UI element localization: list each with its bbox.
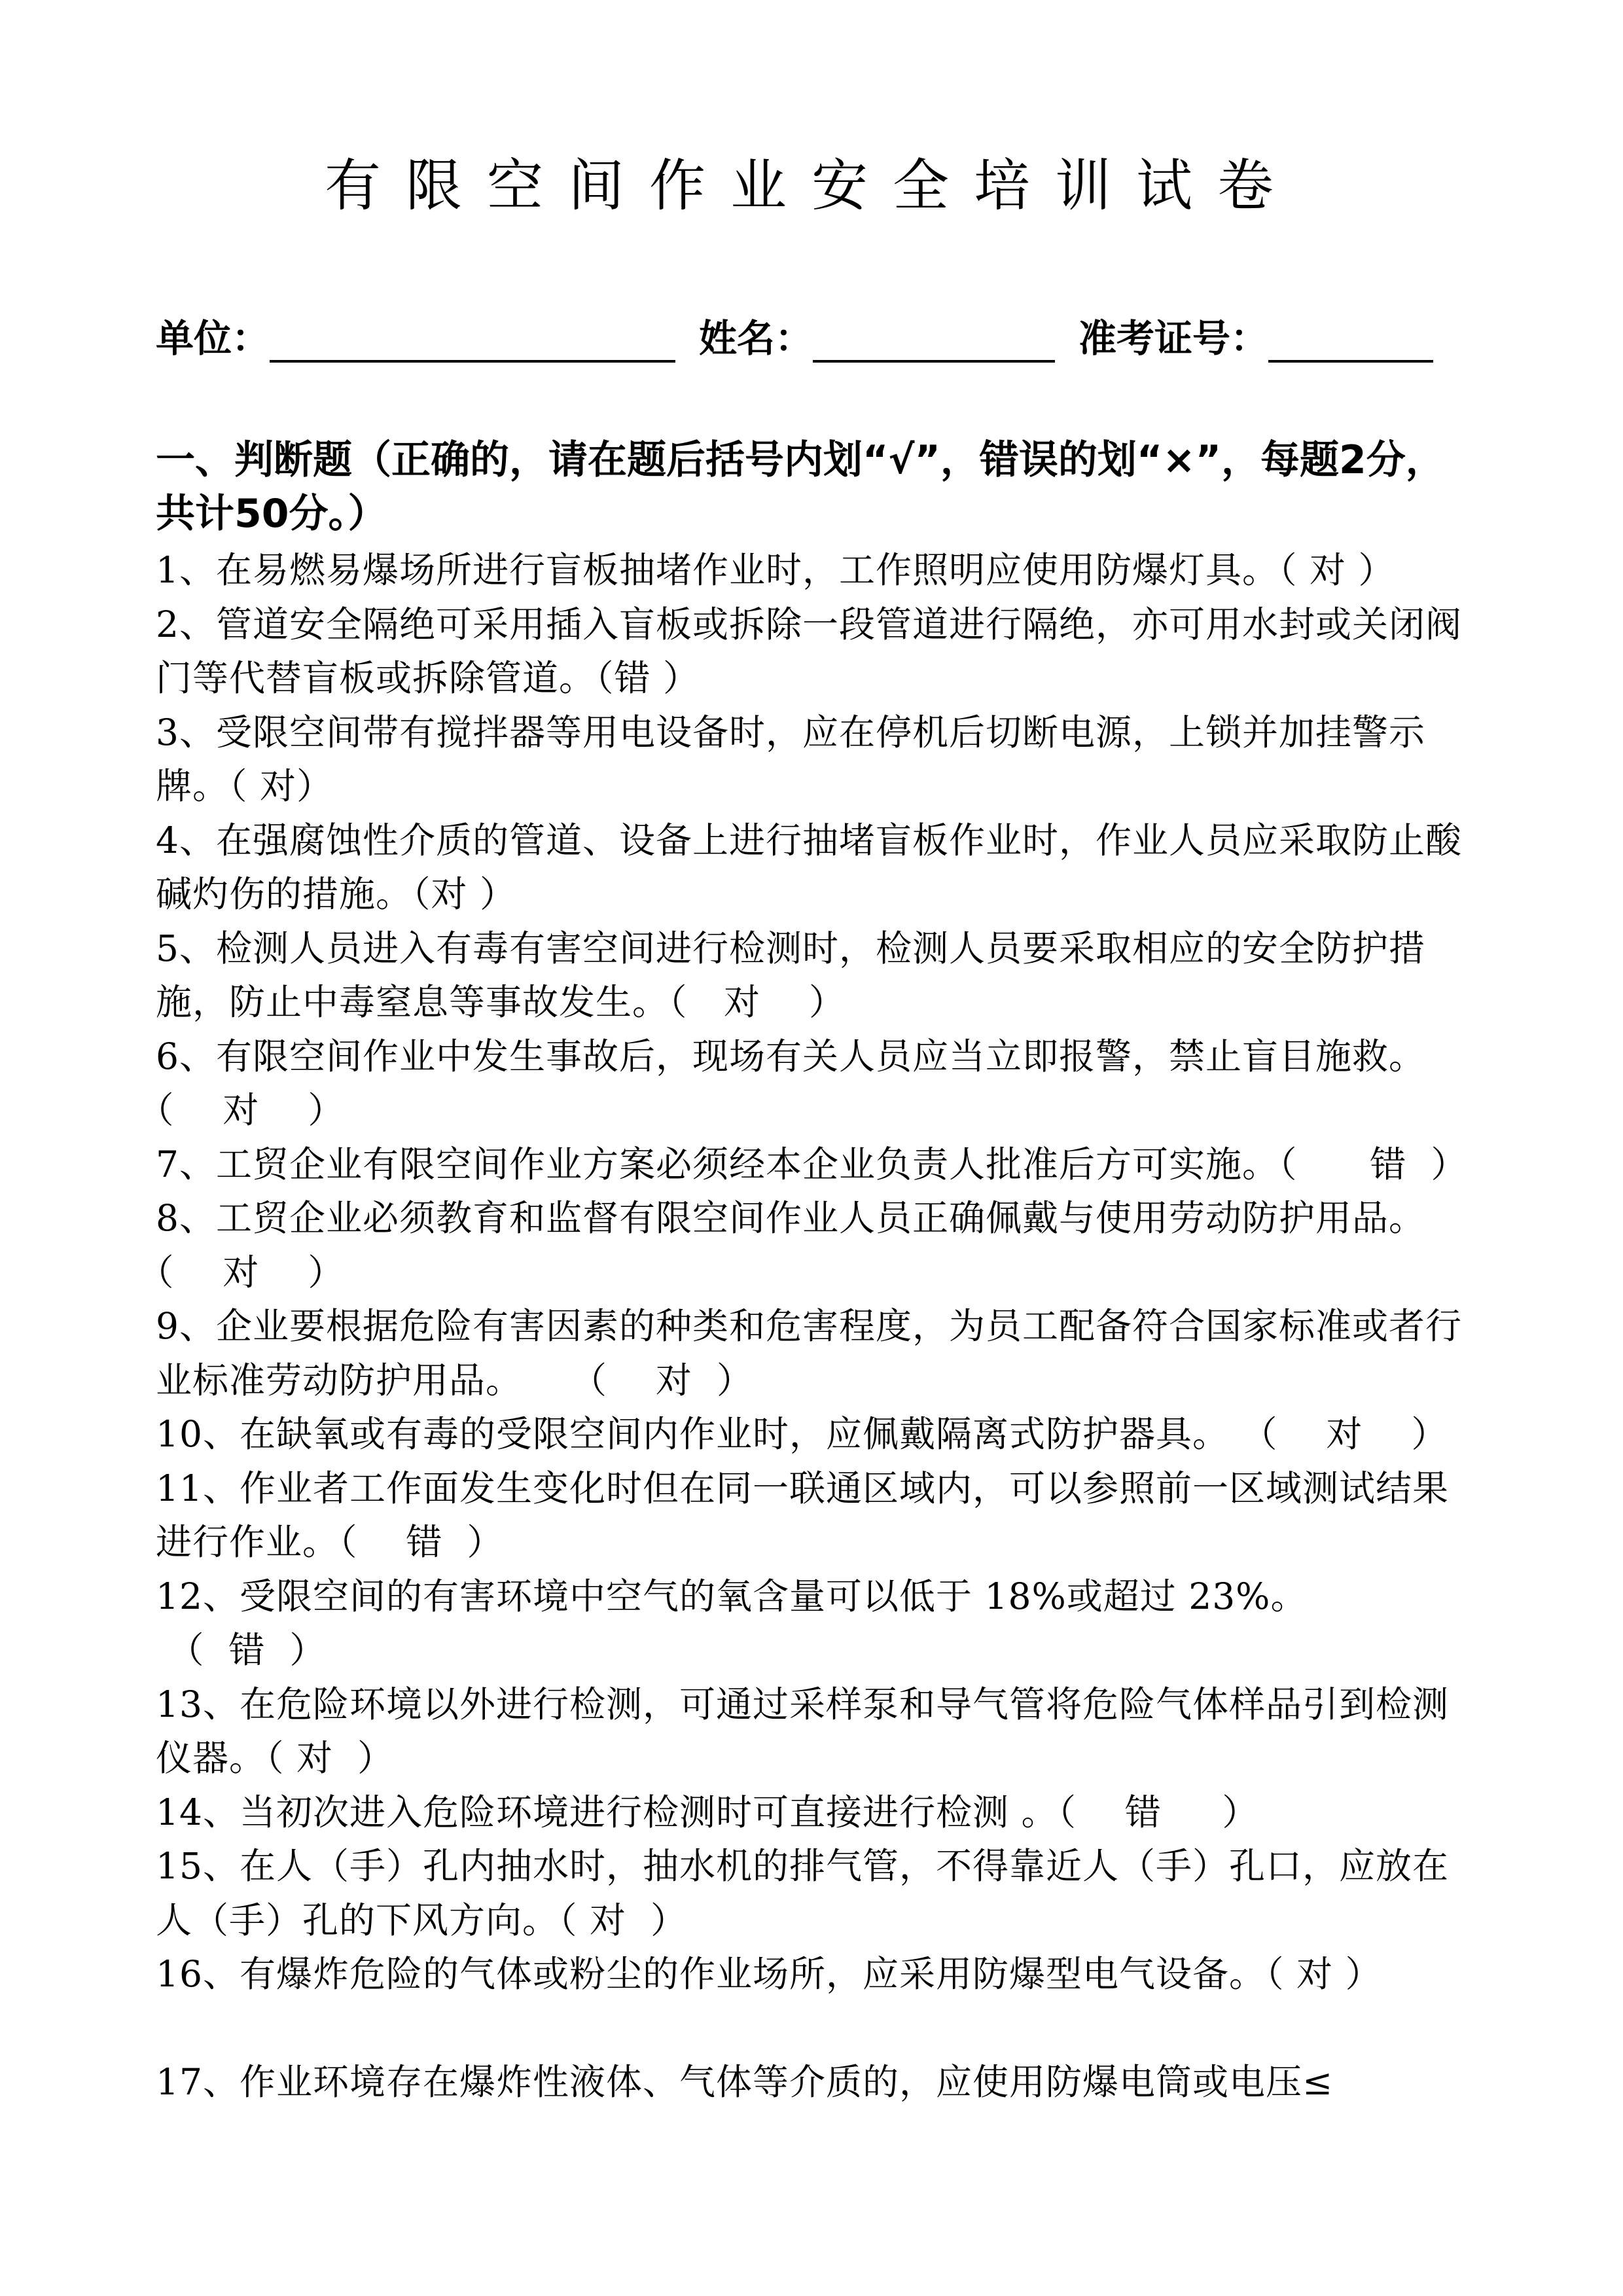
question-text: 5、检测人员进入有毒有害空间进行检测时，检测人员要采取相应的安全防护措施，防止中毒窒息等事故发生。 [156, 927, 1425, 1023]
question-item [156, 1839, 1471, 1947]
question-text: 8、工贸企业必须教育和监督有限空间作业人员正确佩戴与使用劳动防护用品。 [156, 1197, 1425, 1239]
question-item [156, 1030, 1471, 1138]
question-answer: （对 ） [412, 873, 516, 915]
question-item [156, 1947, 1471, 2001]
question-text: 3、受限空间带有搅拌器等用电设备时，应在停机后切断电源，上锁并加挂警示牌。 [156, 711, 1425, 807]
question-item [156, 1677, 1471, 1785]
question-item [156, 1299, 1471, 1407]
question-item [156, 2055, 1471, 2109]
name-label: 姓名： [699, 316, 813, 361]
candidate-info-row [156, 308, 1471, 363]
exam-id-label: 准考证号： [1079, 316, 1269, 361]
question-text: 12、受限空间的有害环境中空气的氧含量可以低于 18%或超过 23%。 [156, 1575, 1308, 1617]
question-answer: （ 对 ） [156, 1251, 345, 1293]
question-item [156, 1570, 1471, 1677]
question-text: 2、管道安全隔绝可采用插入盲板或拆除一段管道进行隔绝，亦可用水封或关闭阀门等代替盲板或拆除管道。 [156, 603, 1462, 699]
unit-label: 单位： [156, 316, 270, 361]
question-text: 13、在危险环境以外进行检测，可通过采样泵和导气管将危险气体样品引到检测仪器。 [156, 1683, 1449, 1779]
question-item [156, 1462, 1471, 1570]
section-heading: 一、判断题（正确的，请在题后括号内划“√”，错误的划“×”，每题2分，共计50分。） [156, 437, 1445, 537]
exam-id-blank-line[interactable] [1268, 319, 1433, 363]
question-text: 7、工贸企业有限空间作业方案必须经本企业负责人批准后方可实施。 [156, 1143, 1279, 1185]
question-text: 11、作业者工作面发生变化时但在同一联通区域内，可以参照前一区域测试结果进行作业。 [156, 1467, 1449, 1563]
question-item [156, 598, 1471, 706]
question-item [156, 1191, 1471, 1299]
question-item [156, 543, 1471, 598]
question-answer: （ 错 ） [156, 1629, 327, 1671]
name-blank-line[interactable] [813, 319, 1055, 363]
question-item [156, 1785, 1471, 1840]
question-text: 10、在缺氧或有毒的受限空间内作业时，应佩戴隔离式防护器具。 [156, 1413, 1229, 1455]
question-text: 14、当初次进入危险环境进行检测时可直接进行检测 。 [156, 1791, 1058, 1833]
question-item [156, 1138, 1471, 1192]
question-text: 17、作业环境存在爆炸性液体、气体等介质的，应使用防爆电筒或电压≤ [156, 2060, 1334, 2103]
question-text: 9、企业要根据危险有害因素的种类和危害程度，为员工配备符合国家标准或者行业标准劳动防护用品。 [156, 1305, 1462, 1401]
question-answer: （ 对 ） [1229, 1413, 1448, 1455]
question-answer: （ 错 ） [339, 1521, 504, 1563]
question-answer: （ 对） [229, 765, 333, 807]
question-answer: （ 对 ） [559, 1899, 687, 1941]
question-answer: （ 错 ） [1058, 1791, 1259, 1833]
unit-blank-line[interactable] [270, 319, 675, 363]
question-list [156, 543, 1471, 2109]
question-answer: （ 对 ） [266, 1737, 394, 1779]
page-title: 有限空间作业安全培训试卷 [325, 153, 1298, 219]
question-text: 4、在强腐蚀性介质的管道、设备上进行抽堵盲板作业时，作业人员应采取防止酸碱灼伤的措施。 [156, 819, 1462, 915]
question-text: 16、有爆炸危险的气体或粉尘的作业场所，应采用防爆型电气设备。 [156, 1953, 1266, 1995]
question-answer: （ 对 ） [522, 1359, 753, 1401]
question-answer: （ 对 ） [1279, 549, 1395, 591]
question-item [156, 706, 1471, 814]
question-item [156, 922, 1471, 1030]
question-text: 6、有限空间作业中发生事故后，现场有关人员应当立即报警，禁止盲目施救。 [156, 1035, 1425, 1077]
question-answer: （错 ） [596, 657, 700, 699]
question-item [156, 1407, 1471, 1462]
question-text: 15、在人（手）孔内抽水时，抽水机的排气管，不得靠近人（手）孔口，应放在人（手）孔的下风方向。 [156, 1845, 1449, 1941]
question-answer: （ 错 ） [1279, 1143, 1468, 1185]
question-answer: （ 对 ） [1266, 1953, 1382, 1995]
question-answer: （ 对 ） [669, 981, 846, 1023]
question-answer: （ 对 ） [156, 1089, 345, 1131]
question-item [156, 814, 1471, 922]
question-text: 1、在易燃易爆场所进行盲板抽堵作业时，工作照明应使用防爆灯具。 [156, 549, 1279, 591]
